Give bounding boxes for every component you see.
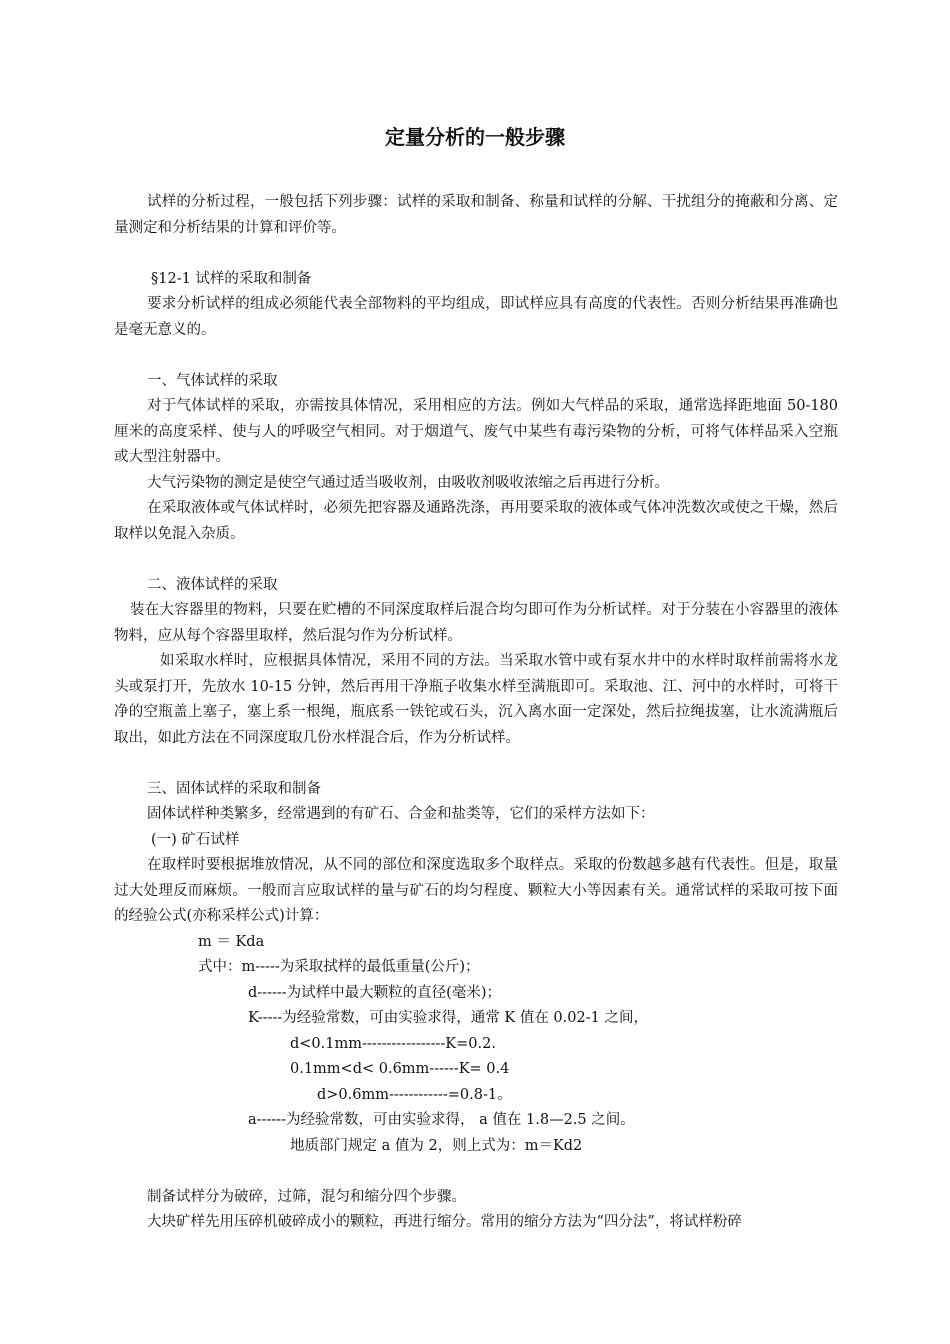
gas-sampling-paragraph-3: 在采取液体或气体试样时，必须先把容器及通路洗涤，再用要采取的液体或气体冲洗数次或使之干燥，然后取样以免混入杂质。: [114, 500, 838, 542]
formula-a-definition: a------为经验常数，可由实验求得， a 值在 1.8—2.5 之间。: [248, 1112, 635, 1128]
k-value-case-1: d<0.1mm-----------------K=0.2.: [290, 1035, 496, 1052]
section-12-1-heading: §12-1 试样的采取和制备: [151, 270, 312, 287]
ore-crushing-paragraph: 大块矿样先用压碎机破碎成小的颗粒，再进行缩分。常用的缩分方法为“四分法”，将试样粉碎: [147, 1214, 742, 1230]
document-body: [114, 190, 838, 1236]
ore-sample-subheading: (一) 矿石试样: [151, 831, 240, 848]
sampling-formula: m ＝ Kda: [198, 933, 265, 950]
solid-sampling-paragraph-1: 固体试样种类繁多，经常遇到的有矿石、合金和盐类等，它们的采样方法如下：: [147, 806, 655, 822]
solid-sampling-heading: 三、固体试样的采取和制备: [147, 780, 321, 797]
k-value-case-2: 0.1mm<d< 0.6mm------K= 0.4: [290, 1061, 510, 1077]
sample-preparation-paragraph: 制备试样分为破碎，过筛，混匀和缩分四个步骤。: [147, 1188, 466, 1205]
formula-k-definition: K-----为经验常数，可由实验求得，通常 K 值在 0.02-1 之间，: [248, 1010, 648, 1026]
document-title: 定量分析的一般步骤: [385, 125, 565, 149]
liquid-sampling-paragraph-2: 如采取水样时，应根据具体情况，采用不同的方法。当采取水管中或有泵水井中的水样时取样前需将水龙头或泵打开，先放水 10-15 分钟，然后再用干净瓶子收集水样至满瓶即可。采取池、江、河中的水样时，可将干净的空瓶盖上塞子，塞上系一根绳，瓶底系一铁铊或石头，沉入离水面一定深处，然后拉绳拔塞，让水流满瓶后取出，如此方法在不同深度取几份水样混合后，作为分析试样。: [114, 653, 838, 746]
formula-m-definition: 式中：m-----为采取拭样的最低重量(公斤)；: [198, 959, 480, 975]
intro-paragraph: 试样的分析过程，一般包括下列步骤：试样的采取和制备、称量和试样的分解、干扰组分的掩蔽和分离、定量测定和分析结果的计算和评价等。: [114, 194, 838, 236]
k-value-case-3: d>0.6mm------------=0.8-1。: [317, 1086, 512, 1103]
formula-d-definition: d------为试样中最大颗粒的直径(毫米)；: [248, 984, 501, 1001]
ore-sample-paragraph: 在取样时要根据堆放情况，从不同的部位和深度选取多个取样点。采取的份数越多越有代表性。但是，取量过大处理反而麻烦。一般而言应取试样的量与矿石的均匀程度、颗粒大小等因素有关。通常试样的采取可按下面的经验公式(亦称采样公式)计算：: [114, 857, 838, 924]
gas-sampling-paragraph-1: 对于气体试样的采取，亦需按具体情况，采用相应的方法。例如大气样品的采取，通常选择距地面 50-180 厘米的高度采样、使与人的呼吸空气相同。对于烟道气、废气中某些有毒污染物的分析，可将气体样品采入空瓶或大型注射器中。: [114, 398, 838, 465]
liquid-sampling-heading: 二、液体试样的采取: [147, 576, 278, 593]
liquid-sampling-paragraph-1: 装在大容器里的物料，只要在贮槽的不同深度取样后混合均匀即可作为分析试样。对于分装在小容器里的液体物料，应从每个容器里取样，然后混匀作为分析试样。: [114, 602, 838, 644]
gas-sampling-paragraph-2: 大气污染物的测定是使空气通过适当吸收剂，由吸收剂吸收浓缩之后再进行分析。: [147, 474, 669, 491]
section-12-1-paragraph: 要求分析试样的组成必须能代表全部物料的平均组成，即试样应具有高度的代表性。否则分析结果再准确也是毫无意义的。: [114, 296, 838, 338]
gas-sampling-heading: 一、气体试样的采取: [147, 372, 278, 389]
formula-a-note: 地质部门规定 a 值为 2，则上式为：m＝Kd2: [290, 1137, 583, 1154]
